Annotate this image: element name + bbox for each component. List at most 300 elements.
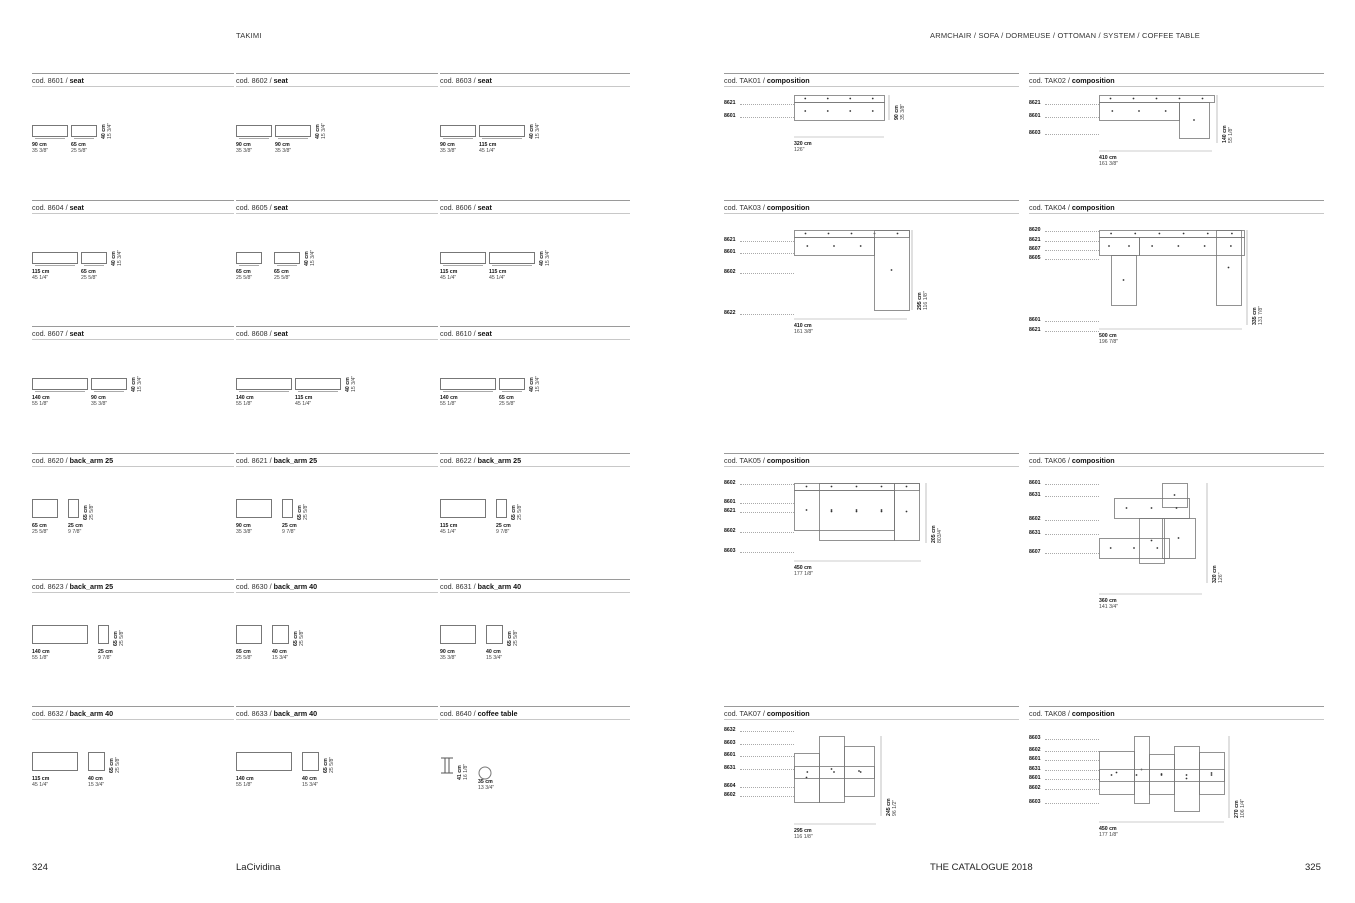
height-dimension bbox=[111, 250, 123, 266]
section-rule bbox=[724, 719, 1019, 720]
depth-in: 25 5/8" bbox=[81, 275, 98, 281]
depth-cm: 25 cm bbox=[496, 523, 511, 529]
height-in: 55 1/8" bbox=[1228, 126, 1234, 143]
section-rule bbox=[440, 213, 630, 214]
depth-in: 9 7/8" bbox=[282, 529, 296, 535]
leader-line bbox=[740, 552, 794, 553]
module-label: 8602 bbox=[724, 269, 736, 275]
height-in: 15 3/4" bbox=[107, 122, 113, 139]
width-cm: 90 cm bbox=[440, 649, 455, 655]
height-in: 131 7/8" bbox=[1258, 305, 1264, 325]
code-label: cod. TAK04 / bbox=[1029, 203, 1072, 212]
height-in: 15 3/4" bbox=[535, 375, 541, 392]
width-dimension bbox=[440, 395, 458, 407]
leader-line bbox=[1045, 321, 1099, 322]
width-in: 55 1/8" bbox=[236, 401, 253, 407]
composition-plan-drawing bbox=[794, 483, 964, 623]
width-cm: 65 cm bbox=[236, 269, 251, 275]
depth-dimension bbox=[486, 649, 502, 661]
depth-dimension bbox=[302, 776, 318, 788]
leader-line bbox=[1045, 134, 1099, 135]
front-view-drawing bbox=[440, 252, 486, 264]
code-label: cod. 8602 / bbox=[236, 76, 274, 85]
height-cm: 40 cm bbox=[529, 124, 535, 139]
depth-dimension bbox=[68, 523, 83, 535]
depth-cm: 65 cm bbox=[81, 269, 96, 275]
width-in: 35 3/8" bbox=[32, 148, 49, 154]
leader-line bbox=[1045, 789, 1099, 790]
product-type: back_arm 40 bbox=[273, 709, 318, 718]
height-dimension bbox=[315, 123, 327, 139]
depth-cm: 90 cm bbox=[91, 395, 106, 401]
leader-line bbox=[1045, 241, 1099, 242]
width-in: 25 5/8" bbox=[236, 655, 253, 661]
width-dimension bbox=[32, 649, 50, 661]
composition-plan-drawing bbox=[1099, 95, 1269, 235]
section-rule bbox=[32, 579, 234, 580]
side-view-drawing bbox=[272, 625, 289, 644]
height-in: 25 5/8" bbox=[329, 756, 335, 773]
depth-dimension bbox=[98, 649, 113, 661]
composition-height bbox=[1212, 565, 1224, 583]
width-cm: 115 cm bbox=[32, 776, 50, 782]
width-dimension bbox=[440, 649, 456, 661]
product-code bbox=[32, 709, 113, 718]
product-code bbox=[440, 582, 521, 591]
section-rule bbox=[1029, 86, 1324, 87]
depth-in: 45 1/4" bbox=[479, 148, 496, 154]
width-cm: 140 cm bbox=[32, 395, 50, 401]
height-cm: 40 cm bbox=[101, 124, 107, 139]
width-cm: 35 cm bbox=[478, 779, 493, 785]
product-code bbox=[32, 456, 113, 465]
height-dimension bbox=[304, 250, 316, 266]
depth-dimension bbox=[295, 395, 312, 407]
section-rule bbox=[1029, 453, 1324, 454]
height-in: 16 1/8" bbox=[463, 763, 469, 780]
product-type: back_arm 25 bbox=[69, 582, 114, 591]
height-cm: 65 cm bbox=[83, 505, 89, 520]
product-type: back_arm 25 bbox=[273, 456, 318, 465]
code-label: cod. 8606 / bbox=[440, 203, 478, 212]
product-type: seat bbox=[477, 76, 492, 85]
section-rule bbox=[32, 200, 234, 201]
code-label: cod. 8607 / bbox=[32, 329, 70, 338]
height-dimension bbox=[323, 757, 335, 773]
width-dimension bbox=[236, 142, 252, 154]
depth-in: 15 3/4" bbox=[486, 655, 503, 661]
width-cm: 410 cm bbox=[1099, 155, 1117, 161]
width-cm: 410 cm bbox=[794, 323, 812, 329]
composition-height bbox=[931, 525, 943, 543]
product-categories: ARMCHAIR / SOFA / DORMEUSE / OTTOMAN / SYSTEM / COFFEE TABLE bbox=[930, 31, 1200, 40]
composition-type: composition bbox=[766, 709, 810, 718]
side-view-drawing bbox=[479, 125, 525, 137]
side-view-drawing bbox=[98, 625, 109, 644]
front-view-drawing bbox=[32, 499, 58, 518]
height-dimension bbox=[101, 123, 113, 139]
width-in: 25 5/8" bbox=[236, 275, 253, 281]
product-code bbox=[236, 203, 288, 212]
height-cm: 40 cm bbox=[304, 251, 310, 266]
width-in: 13 3/4" bbox=[478, 785, 495, 791]
height-in: 25 5/8" bbox=[303, 503, 309, 520]
height-cm: 140 cm bbox=[1222, 125, 1228, 143]
leader-line bbox=[740, 241, 794, 242]
module-label: 8631 bbox=[1029, 766, 1041, 772]
composition-width bbox=[1099, 598, 1118, 610]
composition-height bbox=[1234, 799, 1246, 818]
leader-line bbox=[1045, 751, 1099, 752]
front-view-drawing bbox=[32, 752, 78, 771]
height-cm: 41 cm bbox=[457, 765, 463, 780]
width-dimension bbox=[236, 269, 252, 281]
side-view-drawing bbox=[88, 752, 105, 771]
product-type: seat bbox=[273, 76, 288, 85]
product-type: back_arm 25 bbox=[69, 456, 114, 465]
depth-in: 25 5/8" bbox=[499, 401, 516, 407]
section-rule bbox=[1029, 200, 1324, 201]
width-cm: 140 cm bbox=[32, 649, 50, 655]
section-rule bbox=[440, 706, 630, 707]
code-label: cod. 8601 / bbox=[32, 76, 70, 85]
height-dimension bbox=[457, 764, 469, 780]
side-view-drawing bbox=[81, 252, 107, 264]
code-label: cod. 8603 / bbox=[440, 76, 478, 85]
height-in: 116 1/8" bbox=[923, 291, 929, 310]
height-cm: 65 cm bbox=[293, 631, 299, 646]
module-label: 8602 bbox=[1029, 516, 1041, 522]
composition-width bbox=[1099, 333, 1118, 345]
side-view-drawing bbox=[275, 125, 311, 137]
composition-plan-drawing bbox=[794, 736, 964, 876]
product-code bbox=[440, 709, 518, 718]
width-in: 161 3/8" bbox=[1099, 161, 1119, 167]
composition-type: composition bbox=[1071, 203, 1115, 212]
module-label: 8601 bbox=[724, 113, 736, 119]
height-cm: 90 cm bbox=[894, 105, 900, 120]
width-cm: 115 cm bbox=[32, 269, 50, 275]
height-dimension bbox=[529, 123, 541, 139]
code-label: cod. 8632 / bbox=[32, 709, 70, 718]
depth-cm: 25 cm bbox=[282, 523, 297, 529]
leader-line bbox=[1045, 534, 1099, 535]
module-label: 8621 bbox=[1029, 327, 1041, 333]
section-rule bbox=[724, 453, 1019, 454]
code-label: cod. TAK03 / bbox=[724, 203, 767, 212]
height-in: 25 5/8" bbox=[299, 629, 305, 646]
composition-code bbox=[724, 456, 810, 465]
width-cm: 140 cm bbox=[236, 395, 254, 401]
composition-width bbox=[794, 828, 813, 840]
leader-line bbox=[1045, 117, 1099, 118]
depth-dimension bbox=[496, 523, 511, 535]
composition-code bbox=[1029, 203, 1115, 212]
composition-width bbox=[1099, 826, 1118, 838]
product-type: seat bbox=[69, 76, 84, 85]
code-label: cod. 8621 / bbox=[236, 456, 274, 465]
leader-line bbox=[740, 532, 794, 533]
section-rule bbox=[440, 579, 630, 580]
section-rule bbox=[236, 326, 438, 327]
width-dimension bbox=[440, 523, 457, 535]
section-rule bbox=[1029, 719, 1324, 720]
width-cm: 450 cm bbox=[1099, 826, 1117, 832]
depth-in: 45 1/4" bbox=[295, 401, 312, 407]
height-in: 126" bbox=[1218, 572, 1224, 583]
width-cm: 450 cm bbox=[794, 565, 812, 571]
code-label: cod. TAK05 / bbox=[724, 456, 767, 465]
section-rule bbox=[236, 579, 438, 580]
width-dimension bbox=[32, 142, 48, 154]
section-rule bbox=[236, 466, 438, 467]
leader-line bbox=[1045, 496, 1099, 497]
height-in: 96 1/2" bbox=[892, 799, 898, 816]
side-view-drawing bbox=[486, 625, 503, 644]
height-cm: 245 cm bbox=[886, 798, 892, 816]
height-in: 15 3/4" bbox=[310, 249, 316, 266]
module-label: 8603 bbox=[724, 740, 736, 746]
front-view-drawing bbox=[440, 378, 496, 390]
module-label: 8602 bbox=[724, 480, 736, 486]
page-number-right: 325 bbox=[1305, 862, 1321, 873]
code-label: cod. 8604 / bbox=[32, 203, 70, 212]
height-cm: 40 cm bbox=[529, 377, 535, 392]
code-label: cod. TAK08 / bbox=[1029, 709, 1072, 718]
height-cm: 40 cm bbox=[131, 377, 137, 392]
depth-cm: 65 cm bbox=[71, 142, 86, 148]
module-label: 8631 bbox=[724, 765, 736, 771]
product-code bbox=[236, 582, 317, 591]
width-dimension bbox=[32, 776, 49, 788]
module-label: 8603 bbox=[724, 548, 736, 554]
width-dimension bbox=[440, 269, 457, 281]
section-rule bbox=[236, 453, 438, 454]
height-dimension bbox=[539, 250, 551, 266]
height-in: 15 3/4" bbox=[117, 249, 123, 266]
leader-line bbox=[740, 484, 794, 485]
section-rule bbox=[236, 200, 438, 201]
section-rule bbox=[32, 86, 234, 87]
section-rule bbox=[32, 719, 234, 720]
height-in: 15 3/4" bbox=[137, 375, 143, 392]
side-view-drawing bbox=[274, 252, 300, 264]
section-rule bbox=[32, 213, 234, 214]
front-view-drawing bbox=[32, 125, 68, 137]
height-in: 15 3/4" bbox=[535, 122, 541, 139]
section-rule bbox=[1029, 213, 1324, 214]
depth-dimension bbox=[272, 649, 288, 661]
leader-line bbox=[1045, 484, 1099, 485]
width-in: 55 1/8" bbox=[236, 782, 253, 788]
depth-cm: 25 cm bbox=[68, 523, 83, 529]
side-view-drawing bbox=[282, 499, 293, 518]
section-rule bbox=[32, 453, 234, 454]
height-in: 25 5/8" bbox=[517, 503, 523, 520]
width-cm: 295 cm bbox=[794, 828, 812, 834]
product-code bbox=[32, 582, 113, 591]
width-dimension bbox=[32, 395, 50, 407]
section-rule bbox=[1029, 706, 1324, 707]
height-cm: 65 cm bbox=[507, 631, 513, 646]
product-type: seat bbox=[273, 203, 288, 212]
module-label: 8621 bbox=[724, 100, 736, 106]
height-in: 35 3/8" bbox=[900, 103, 906, 120]
leader-line bbox=[1045, 760, 1099, 761]
front-view-drawing bbox=[236, 378, 292, 390]
leader-line bbox=[1045, 259, 1099, 260]
composition-height bbox=[1252, 306, 1264, 325]
composition-width bbox=[1099, 155, 1118, 167]
side-view-drawing bbox=[499, 378, 525, 390]
leader-line bbox=[740, 744, 794, 745]
section-rule bbox=[32, 339, 234, 340]
composition-plan-drawing bbox=[1099, 483, 1269, 623]
section-rule bbox=[724, 86, 1019, 87]
depth-dimension bbox=[489, 269, 506, 281]
module-label: 8601 bbox=[1029, 480, 1041, 486]
depth-in: 15 3/4" bbox=[272, 655, 289, 661]
module-label: 8602 bbox=[1029, 785, 1041, 791]
width-in: 177 1/8" bbox=[794, 571, 814, 577]
height-cm: 65 cm bbox=[113, 631, 119, 646]
composition-height bbox=[917, 291, 929, 310]
width-in: 35 3/8" bbox=[440, 655, 457, 661]
width-dimension bbox=[236, 776, 254, 788]
depth-cm: 25 cm bbox=[98, 649, 113, 655]
depth-in: 15 3/4" bbox=[302, 782, 319, 788]
module-label: 8621 bbox=[724, 237, 736, 243]
module-label: 8631 bbox=[1029, 530, 1041, 536]
front-view-drawing bbox=[236, 625, 262, 644]
module-label: 8621 bbox=[1029, 237, 1041, 243]
composition-height bbox=[1222, 125, 1234, 143]
module-label: 8603 bbox=[1029, 799, 1041, 805]
width-in: 35 3/8" bbox=[440, 148, 457, 154]
leader-line bbox=[1045, 739, 1099, 740]
height-dimension bbox=[345, 376, 357, 392]
width-in: 141 3/4" bbox=[1099, 604, 1119, 610]
leader-line bbox=[1045, 104, 1099, 105]
height-cm: 40 cm bbox=[111, 251, 117, 266]
width-in: 55 1/8" bbox=[440, 401, 457, 407]
code-label: cod. 8610 / bbox=[440, 329, 478, 338]
section-rule bbox=[440, 453, 630, 454]
height-in: 25 5/8" bbox=[89, 503, 95, 520]
height-cm: 40 cm bbox=[315, 124, 321, 139]
section-rule bbox=[32, 466, 234, 467]
composition-width bbox=[794, 565, 813, 577]
depth-cm: 40 cm bbox=[88, 776, 103, 782]
section-rule bbox=[236, 86, 438, 87]
height-in: 803/4" bbox=[937, 528, 943, 543]
section-rule bbox=[440, 719, 630, 720]
composition-type: composition bbox=[1071, 76, 1115, 85]
composition-code bbox=[1029, 709, 1115, 718]
height-in: 15 3/4" bbox=[351, 375, 357, 392]
width-cm: 90 cm bbox=[32, 142, 47, 148]
front-view-drawing bbox=[236, 125, 272, 137]
front-view-drawing bbox=[440, 125, 476, 137]
height-dimension bbox=[297, 504, 309, 520]
leader-line bbox=[1045, 779, 1099, 780]
section-rule bbox=[440, 326, 630, 327]
leader-line bbox=[740, 769, 794, 770]
section-rule bbox=[440, 466, 630, 467]
height-dimension bbox=[109, 757, 121, 773]
depth-dimension bbox=[71, 142, 87, 154]
width-cm: 320 cm bbox=[794, 141, 812, 147]
depth-cm: 40 cm bbox=[486, 649, 501, 655]
code-label: cod. TAK01 / bbox=[724, 76, 767, 85]
composition-plan-drawing bbox=[794, 230, 964, 370]
section-rule bbox=[440, 200, 630, 201]
module-label: 8601 bbox=[1029, 317, 1041, 323]
composition-plan-drawing bbox=[794, 95, 964, 235]
product-code bbox=[440, 203, 492, 212]
module-label: 8601 bbox=[724, 499, 736, 505]
module-label: 8607 bbox=[1029, 549, 1041, 555]
composition-code bbox=[724, 76, 810, 85]
composition-code bbox=[724, 203, 810, 212]
depth-in: 45 1/4" bbox=[489, 275, 506, 281]
section-rule bbox=[440, 339, 630, 340]
width-in: 45 1/4" bbox=[32, 782, 49, 788]
product-type: back_arm 40 bbox=[273, 582, 318, 591]
width-dimension bbox=[440, 142, 456, 154]
front-view-drawing bbox=[236, 252, 262, 264]
height-cm: 320 cm bbox=[1212, 565, 1218, 583]
module-label: 8601 bbox=[1029, 113, 1041, 119]
leader-line bbox=[1045, 770, 1099, 771]
section-rule bbox=[32, 326, 234, 327]
collection-title: TAKIMI bbox=[236, 31, 262, 40]
width-cm: 115 cm bbox=[440, 269, 458, 275]
code-label: cod. 8640 / bbox=[440, 709, 478, 718]
leader-line bbox=[740, 787, 794, 788]
code-label: cod. 8608 / bbox=[236, 329, 274, 338]
leader-line bbox=[740, 503, 794, 504]
depth-dimension bbox=[479, 142, 496, 154]
width-cm: 140 cm bbox=[236, 776, 254, 782]
height-dimension bbox=[511, 504, 523, 520]
product-code bbox=[236, 76, 288, 85]
depth-cm: 40 cm bbox=[272, 649, 287, 655]
leader-line bbox=[1045, 231, 1099, 232]
composition-code bbox=[1029, 456, 1115, 465]
height-cm: 65 cm bbox=[109, 758, 115, 773]
width-dimension bbox=[236, 523, 252, 535]
depth-cm: 65 cm bbox=[274, 269, 289, 275]
module-label: 8601 bbox=[1029, 775, 1041, 781]
section-rule bbox=[236, 339, 438, 340]
height-in: 15 3/4" bbox=[545, 249, 551, 266]
front-view-drawing bbox=[236, 752, 292, 771]
height-cm: 205 cm bbox=[931, 525, 937, 543]
depth-in: 25 5/8" bbox=[71, 148, 88, 154]
code-label: cod. 8622 / bbox=[440, 456, 478, 465]
module-label: 8621 bbox=[1029, 100, 1041, 106]
width-cm: 90 cm bbox=[440, 142, 455, 148]
side-view-drawing bbox=[295, 378, 341, 390]
leader-line bbox=[740, 512, 794, 513]
product-code bbox=[440, 456, 521, 465]
module-label: 8601 bbox=[724, 249, 736, 255]
module-label: 8631 bbox=[1029, 492, 1041, 498]
depth-cm: 115 cm bbox=[295, 395, 313, 401]
product-type: seat bbox=[69, 203, 84, 212]
module-label: 8622 bbox=[724, 310, 736, 316]
